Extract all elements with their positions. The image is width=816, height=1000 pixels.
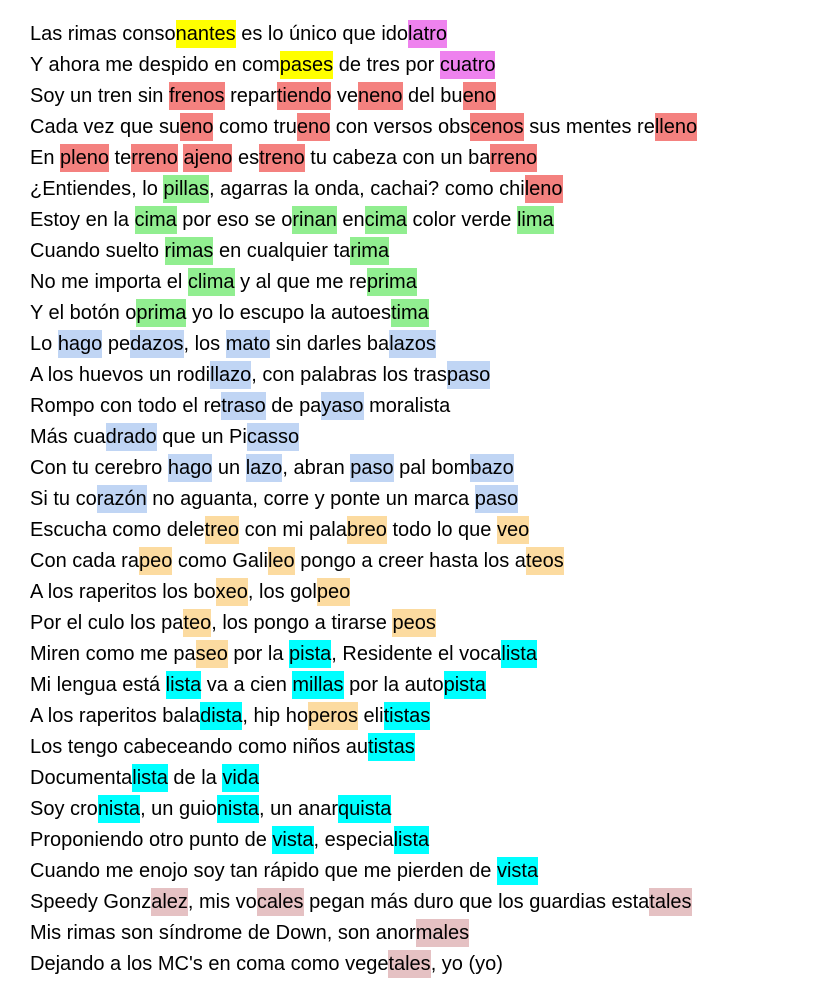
lyric-text: que un Pi (156, 426, 247, 448)
rhyme-highlight: teo (183, 609, 211, 637)
lyric-text: un (212, 457, 246, 479)
lyric-text: tu cabeza con un ba (304, 147, 491, 169)
lyric-text: color verde (406, 209, 517, 231)
rhyme-highlight: rimas (165, 237, 214, 265)
rhyme-highlight: cuatro (440, 51, 496, 79)
lyric-text: Los tengo cabeceando como niños au (30, 736, 369, 758)
rhyme-highlight: hago (168, 454, 213, 482)
lyric-text: Lo (30, 333, 58, 355)
lyric-text: Dejando a los MC's en coma como vege (30, 953, 389, 975)
rhyme-highlight: cima (135, 206, 177, 234)
rhyme-highlight: rreno (131, 144, 178, 172)
lyric-text: como tru (213, 116, 297, 138)
lyric-line (30, 794, 810, 825)
lyric-text: por la (227, 643, 290, 665)
lyric-text: todo lo que (386, 519, 497, 541)
rhyme-highlight: prima (136, 299, 186, 327)
rhyme-highlight: cales (257, 888, 304, 916)
lyric-text: por eso se o (176, 209, 293, 231)
lyric-text: , los pongo a tirarse (211, 612, 393, 634)
rhyme-highlight: paso (447, 361, 490, 389)
lyric-text: Mi lengua está (30, 674, 166, 696)
lyric-text: sus mentes re (523, 116, 655, 138)
rhyme-highlight: tiendo (277, 82, 332, 110)
lyric-line (30, 174, 810, 205)
lyric-text: es (232, 147, 260, 169)
rhyme-highlight: nantes (176, 20, 236, 48)
lyric-line (30, 360, 810, 391)
lyric-text: Cuando suelto (30, 240, 165, 262)
lyric-text: del bu (402, 85, 463, 107)
lyric-text: , los gol (247, 581, 317, 603)
rhyme-highlight: lazos (389, 330, 436, 358)
rhyme-highlight: drado (106, 423, 157, 451)
rhyme-highlight: peo (317, 578, 350, 606)
lyric-text: te (108, 147, 132, 169)
rhyme-highlight: hago (58, 330, 103, 358)
lyric-line (30, 391, 810, 422)
rhyme-highlight: bazo (470, 454, 513, 482)
lyric-line (30, 422, 810, 453)
rhyme-highlight: cima (365, 206, 407, 234)
lyric-text: Proponiendo otro punto de (30, 829, 273, 851)
rhyme-highlight: leo (268, 547, 295, 575)
lyric-text: Más cua (30, 426, 106, 448)
lyric-text: Y el botón o (30, 302, 137, 324)
rhyme-highlight: rreno (490, 144, 537, 172)
lyric-text: pal bom (393, 457, 471, 479)
rhyme-highlight: paso (350, 454, 393, 482)
lyric-text: Con cada ra (30, 550, 139, 572)
lyric-text: Soy un tren sin (30, 85, 169, 107)
lyric-text: como Gali (172, 550, 268, 572)
lyric-line (30, 887, 810, 918)
lyric-line (30, 298, 810, 329)
rhyme-highlight: leno (525, 175, 563, 203)
lyric-line (30, 701, 810, 732)
lyric-line (30, 670, 810, 701)
rhyme-highlight: teos (526, 547, 564, 575)
lyric-line (30, 608, 810, 639)
lyric-text: , mis vo (187, 891, 257, 913)
rhyme-highlight: lista (166, 671, 202, 699)
rhyme-highlight: seo (196, 640, 228, 668)
rhyme-highlight: yaso (321, 392, 363, 420)
rhyme-highlight: tales (649, 888, 691, 916)
rhyme-highlight: lleno (655, 113, 697, 141)
lyric-text: A los raperitos bala (30, 705, 201, 727)
lyric-text: de pa (265, 395, 322, 417)
lyric-line (30, 918, 810, 949)
lyric-text: , un guio (140, 798, 217, 820)
lyric-line (30, 732, 810, 763)
lyric-text: de la (167, 767, 223, 789)
rhyme-highlight: lista (501, 640, 537, 668)
lyric-text: Estoy en la (30, 209, 135, 231)
lyric-text: A los raperitos los bo (30, 581, 216, 603)
rhyme-highlight: tistas (384, 702, 431, 730)
rhyme-highlight: dazos (130, 330, 183, 358)
rhyme-highlight: rima (350, 237, 389, 265)
lyric-text: , Residente el voca (331, 643, 502, 665)
lyric-text: va a cien (201, 674, 293, 696)
rhyme-highlight: rinan (292, 206, 336, 234)
rhyme-highlight: eno (297, 113, 330, 141)
lyric-text: Escucha como dele (30, 519, 205, 541)
lyric-line (30, 50, 810, 81)
lyric-line (30, 205, 810, 236)
lyric-line (30, 484, 810, 515)
rhyme-highlight: pleno (60, 144, 109, 172)
rhyme-highlight: mato (226, 330, 270, 358)
rhyme-highlight: paso (475, 485, 518, 513)
rhyme-highlight: traso (221, 392, 265, 420)
rhyme-highlight: males (416, 919, 469, 947)
lyric-text: sin darles ba (270, 333, 390, 355)
lyric-text: no aguanta, corre y ponte un marca (146, 488, 475, 510)
lyric-text: Soy cro (30, 798, 98, 820)
rhyme-highlight: vida (222, 764, 259, 792)
lyric-text: Y ahora me despido en com (30, 54, 280, 76)
lyric-text: pe (102, 333, 131, 355)
lyric-text: moralista (363, 395, 451, 417)
lyric-text: Miren como me pa (30, 643, 196, 665)
rhyme-highlight: peos (392, 609, 435, 637)
lyric-line (30, 453, 810, 484)
rhyme-highlight: clima (188, 268, 235, 296)
rhyme-highlight: millas (292, 671, 343, 699)
lyric-text: pongo a creer hasta los a (294, 550, 526, 572)
rhyme-highlight: lista (132, 764, 168, 792)
rhyme-highlight: peros (308, 702, 358, 730)
lyrics-document (30, 19, 810, 980)
lyric-text: A los huevos un rodi (30, 364, 211, 386)
lyric-text: Rompo con todo el re (30, 395, 222, 417)
lyric-text: , abran (282, 457, 351, 479)
rhyme-highlight: vista (497, 857, 538, 885)
rhyme-highlight: eno (180, 113, 213, 141)
lyric-text: eli (358, 705, 384, 727)
rhyme-highlight: pista (444, 671, 486, 699)
lyric-line (30, 546, 810, 577)
rhyme-highlight: veo (497, 516, 529, 544)
lyric-text: en cualquier ta (213, 240, 351, 262)
lyric-line (30, 143, 810, 174)
lyric-line (30, 825, 810, 856)
rhyme-highlight: llazo (210, 361, 251, 389)
rhyme-highlight: nista (217, 795, 259, 823)
lyric-text: , los (183, 333, 226, 355)
lyric-text: , un anar (259, 798, 338, 820)
lyric-text: ve (331, 85, 358, 107)
lyric-text: de tres por (333, 54, 440, 76)
rhyme-highlight: frenos (169, 82, 225, 110)
lyric-line (30, 267, 810, 298)
rhyme-highlight: xeo (216, 578, 248, 606)
rhyme-highlight: nista (98, 795, 140, 823)
rhyme-highlight: tima (391, 299, 429, 327)
rhyme-highlight: treo (205, 516, 239, 544)
rhyme-highlight: alez (151, 888, 188, 916)
rhyme-highlight: tales (388, 950, 430, 978)
rhyme-highlight: razón (97, 485, 147, 513)
lyric-text: pegan más duro que los guardias esta (303, 891, 650, 913)
rhyme-highlight: eno (463, 82, 496, 110)
lyric-line (30, 515, 810, 546)
lyric-line (30, 639, 810, 670)
rhyme-highlight: tistas (368, 733, 415, 761)
rhyme-highlight: neno (358, 82, 403, 110)
lyric-text: Las rimas conso (30, 23, 176, 45)
rhyme-highlight: breo (347, 516, 387, 544)
lyric-text: Speedy Gonz (30, 891, 152, 913)
lyric-text: en (336, 209, 365, 231)
lyric-line (30, 949, 810, 980)
lyric-text: repar (224, 85, 277, 107)
rhyme-highlight: lista (394, 826, 430, 854)
rhyme-highlight: ajeno (183, 144, 232, 172)
lyric-text: y al que me re (234, 271, 367, 293)
rhyme-highlight: treno (259, 144, 305, 172)
rhyme-highlight: dista (200, 702, 242, 730)
rhyme-highlight: prima (367, 268, 417, 296)
lyric-text: , yo (yo) (430, 953, 503, 975)
lyric-text: Documenta (30, 767, 133, 789)
rhyme-highlight: quista (338, 795, 391, 823)
rhyme-highlight: pista (289, 640, 331, 668)
lyric-text: ¿Entiendes, lo (30, 178, 164, 200)
lyric-line (30, 236, 810, 267)
lyric-text: Cuando me enojo soy tan rápido que me pierden de (30, 860, 497, 882)
rhyme-highlight: peo (139, 547, 172, 575)
rhyme-highlight: lazo (246, 454, 283, 482)
rhyme-highlight: latro (408, 20, 447, 48)
lyric-text: yo lo escupo la autoes (186, 302, 391, 324)
lyric-text: con versos obs (330, 116, 471, 138)
rhyme-highlight: cenos (470, 113, 523, 141)
rhyme-highlight: pases (280, 51, 333, 79)
lyric-line (30, 856, 810, 887)
rhyme-highlight: casso (247, 423, 299, 451)
lyric-line (30, 763, 810, 794)
lyric-line (30, 81, 810, 112)
rhyme-highlight: pillas (163, 175, 209, 203)
lyric-text: , con palabras los tras (251, 364, 447, 386)
lyric-line (30, 577, 810, 608)
lyric-text: Si tu co (30, 488, 97, 510)
lyric-text: No me importa el (30, 271, 188, 293)
rhyme-highlight: lima (517, 206, 554, 234)
lyric-text: , agarras la onda, cachai? como chi (209, 178, 525, 200)
lyric-text: , especia (313, 829, 394, 851)
lyric-line (30, 19, 810, 50)
lyric-line (30, 329, 810, 360)
lyric-text: , hip ho (242, 705, 308, 727)
lyric-text: es lo único que ido (235, 23, 409, 45)
rhyme-highlight: vista (272, 826, 313, 854)
lyric-text: Cada vez que su (30, 116, 181, 138)
lyric-text: con mi pala (239, 519, 347, 541)
lyric-text: En (30, 147, 61, 169)
lyric-text: Por el culo los pa (30, 612, 184, 634)
lyric-text: Mis rimas son síndrome de Down, son anor (30, 922, 416, 944)
lyric-text: Con tu cerebro (30, 457, 168, 479)
lyric-text: por la auto (343, 674, 444, 696)
lyric-line (30, 112, 810, 143)
